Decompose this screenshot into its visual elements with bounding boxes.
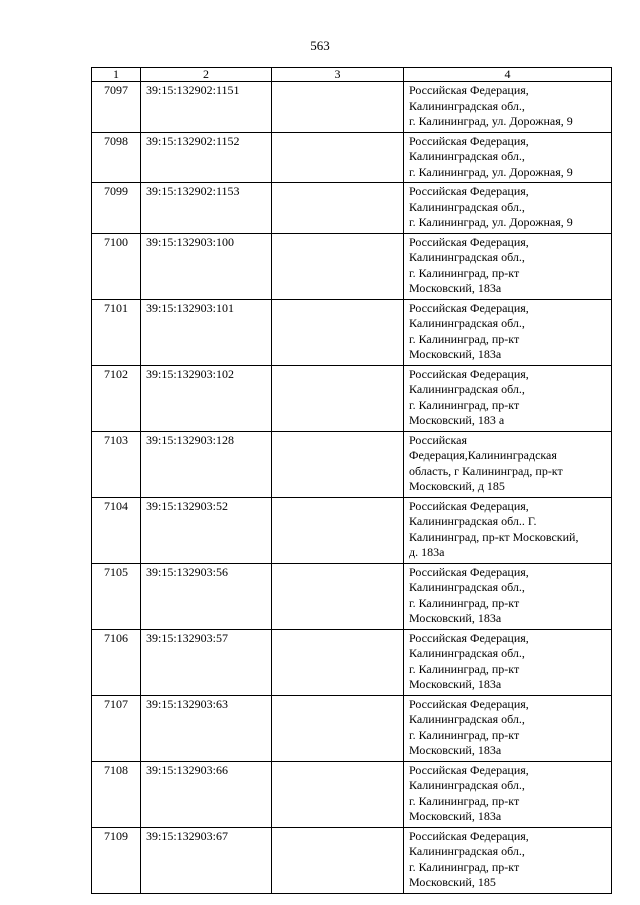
table-row [92, 233, 612, 299]
registry-table [91, 67, 612, 894]
row-number-cell: 7102 [92, 365, 141, 431]
column-header-4: 4 [404, 68, 612, 82]
cadastral-number-cell: 39:15:132903:67 [141, 827, 272, 893]
table-row [92, 365, 612, 431]
row-number-cell: 7106 [92, 629, 141, 695]
cadastral-number-cell: 39:15:132902:1152 [141, 132, 272, 183]
address-cell: Российская Федерация, Калининградская обл., г. Калининград, пр-кт Московский, 183а [404, 629, 612, 695]
row-number-cell: 7097 [92, 82, 141, 133]
row-number-cell: 7109 [92, 827, 141, 893]
cadastral-number-cell: 39:15:132903:63 [141, 695, 272, 761]
cadastral-number-cell: 39:15:132903:57 [141, 629, 272, 695]
table-row [92, 497, 612, 563]
cadastral-number-cell: 39:15:132902:1151 [141, 82, 272, 133]
page-number: 563 [310, 38, 330, 53]
table-row [92, 431, 612, 497]
table-row [92, 299, 612, 365]
cadastral-number-cell: 39:15:132903:128 [141, 431, 272, 497]
address-cell: Российская Федерация,Калининградская область, г Калининград, пр-кт Московский, д 185 [404, 431, 612, 497]
column-3-cell [272, 695, 404, 761]
table-row [92, 132, 612, 183]
row-number-cell: 7108 [92, 761, 141, 827]
address-cell: Российская Федерация, Калининградская обл., г. Калининград, ул. Дорожная, 9 [404, 183, 612, 234]
column-3-cell [272, 497, 404, 563]
column-header-1: 1 [92, 68, 141, 82]
address-cell: Российская Федерация, Калининградская обл., г. Калининград, пр-кт Московский, 183а [404, 299, 612, 365]
row-number-cell: 7107 [92, 695, 141, 761]
cadastral-number-cell: 39:15:132903:56 [141, 563, 272, 629]
cadastral-number-cell: 39:15:132903:101 [141, 299, 272, 365]
column-3-cell [272, 183, 404, 234]
cadastral-number-cell: 39:15:132902:1153 [141, 183, 272, 234]
table-row [92, 629, 612, 695]
address-cell: Российская Федерация, Калининградская обл., г. Калининград, пр-кт Московский, 183а [404, 695, 612, 761]
column-3-cell [272, 827, 404, 893]
column-3-cell [272, 563, 404, 629]
row-number-cell: 7100 [92, 233, 141, 299]
address-cell: Российская Федерация, Калининградская обл., г. Калининград, пр-кт Московский, 183а [404, 233, 612, 299]
column-3-cell [272, 629, 404, 695]
table-row [92, 761, 612, 827]
table-row [92, 82, 612, 133]
table-row [92, 183, 612, 234]
row-number-cell: 7104 [92, 497, 141, 563]
table-row [92, 827, 612, 893]
column-3-cell [272, 132, 404, 183]
header-row [92, 68, 612, 82]
row-number-cell: 7105 [92, 563, 141, 629]
row-number-cell: 7101 [92, 299, 141, 365]
row-number-cell: 7099 [92, 183, 141, 234]
row-number-cell: 7098 [92, 132, 141, 183]
address-cell: Российская Федерация, Калининградская обл., г. Калининград, ул. Дорожная, 9 [404, 82, 612, 133]
table-body [92, 82, 612, 894]
cadastral-number-cell: 39:15:132903:66 [141, 761, 272, 827]
row-number-cell: 7103 [92, 431, 141, 497]
address-cell: Российская Федерация, Калининградская обл., г. Калининград, ул. Дорожная, 9 [404, 132, 612, 183]
cadastral-number-cell: 39:15:132903:52 [141, 497, 272, 563]
address-cell: Российская Федерация, Калининградская обл., г. Калининград, пр-кт Московский, 183а [404, 563, 612, 629]
address-cell: Российская Федерация, Калининградская обл., г. Калининград, пр-кт Московский, 183а [404, 761, 612, 827]
cadastral-number-cell: 39:15:132903:100 [141, 233, 272, 299]
column-3-cell [272, 82, 404, 133]
address-cell: Российская Федерация, Калининградская обл., г. Калининград, пр-кт Московский, 183 а [404, 365, 612, 431]
column-header-2: 2 [141, 68, 272, 82]
cadastral-number-cell: 39:15:132903:102 [141, 365, 272, 431]
column-3-cell [272, 233, 404, 299]
column-header-3: 3 [272, 68, 404, 82]
address-cell: Российская Федерация, Калининградская обл., г. Калининград, пр-кт Московский, 185 [404, 827, 612, 893]
table-row [92, 563, 612, 629]
column-3-cell [272, 365, 404, 431]
column-3-cell [272, 299, 404, 365]
column-3-cell [272, 761, 404, 827]
column-3-cell [272, 431, 404, 497]
address-cell: Российская Федерация, Калининградская обл.. Г. Калининград, пр-кт Московский, д. 183а [404, 497, 612, 563]
table-row [92, 695, 612, 761]
